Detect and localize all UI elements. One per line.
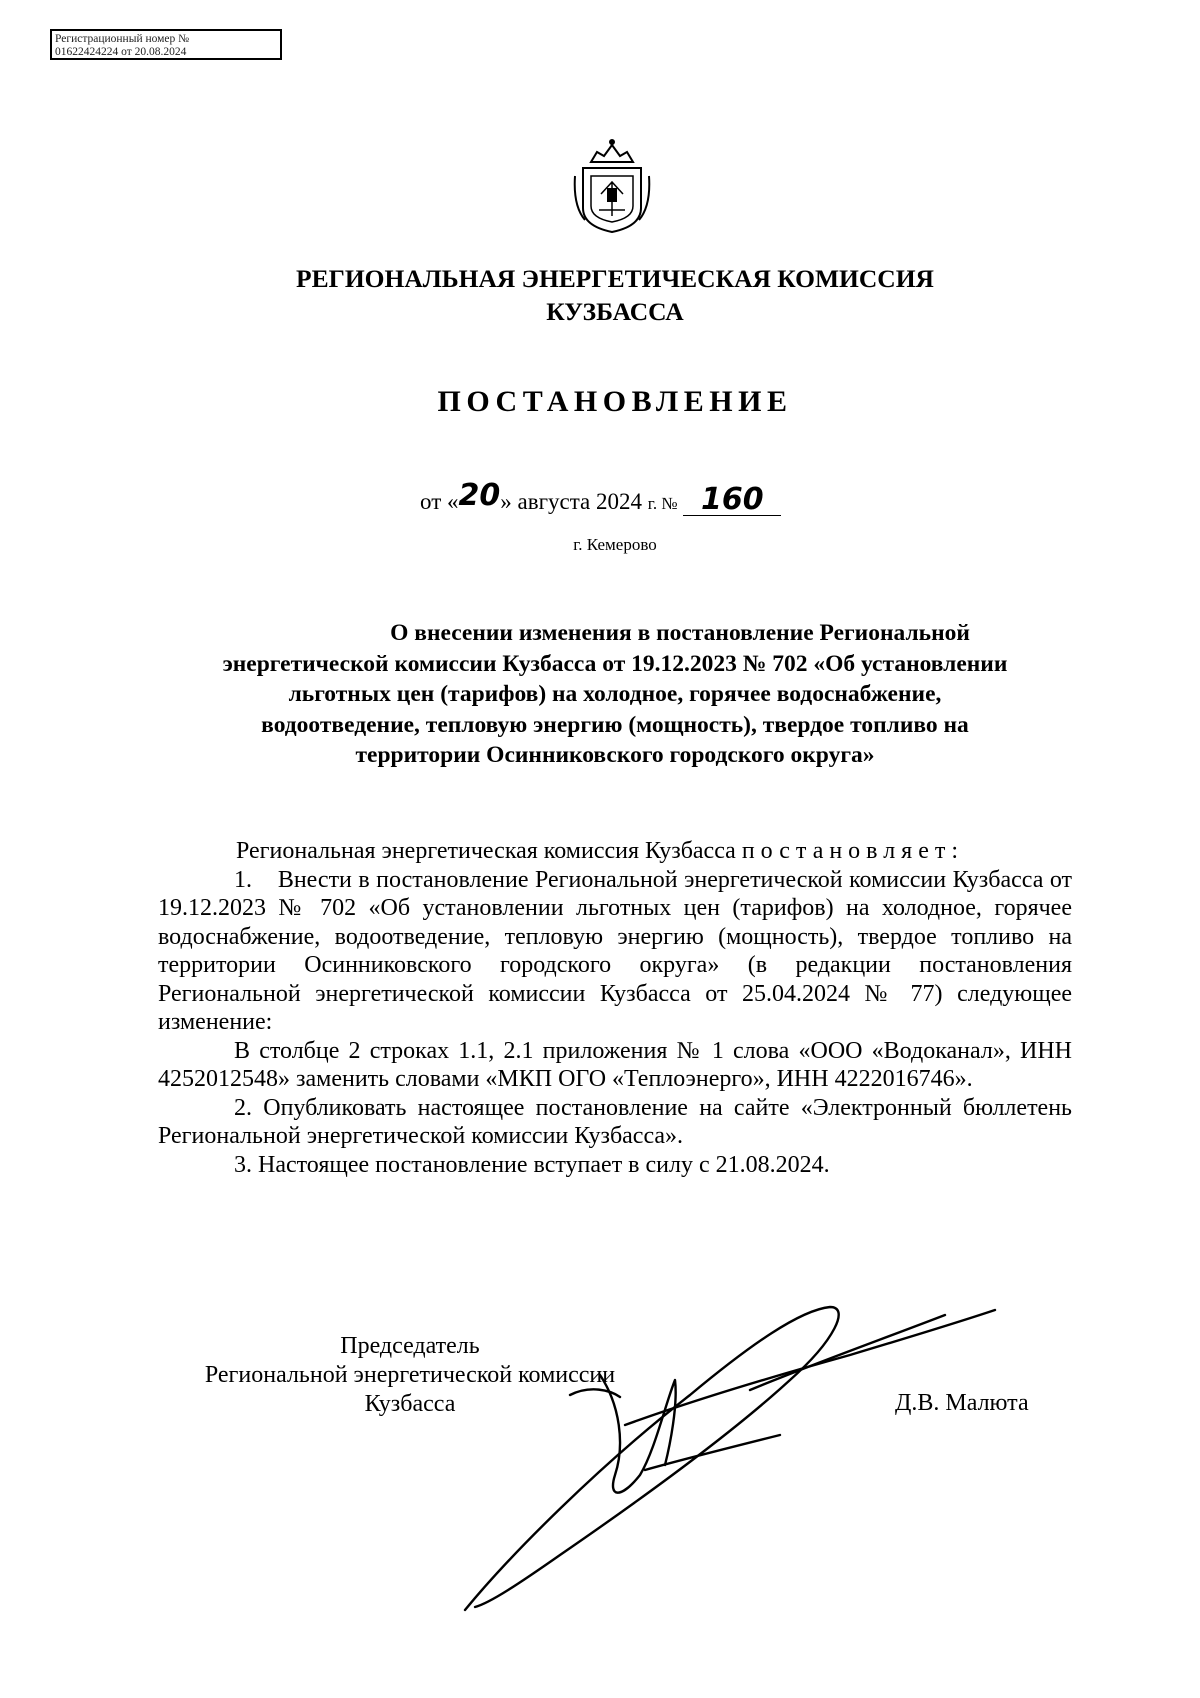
year-suffix: г. №	[647, 494, 678, 513]
date-prefix: от «	[420, 489, 459, 514]
coat-of-arms-icon	[571, 136, 653, 234]
handwritten-number: 160	[700, 482, 764, 517]
item-3-paragraph: 3. Настоящее постановление вступает в силу с 21.08.2024.	[234, 1151, 830, 1178]
item-1-change-paragraph: В столбце 2 строках 1.1, 2.1 приложения № 1 слова «ООО «Водоканал», ИНН 4252012548» заменить словами «МКП ОГО «Теплоэнерго», ИНН 4222016746».	[158, 1037, 1072, 1092]
document-type: ПОСТАНОВЛЕНИЕ	[437, 385, 793, 418]
item-2-paragraph: 2. Опубликовать настоящее постановление на сайте «Электронный бюллетень Региональной энергетической комиссии Кузбасса».	[158, 1094, 1072, 1149]
subject-line-1: О внесении изменения в постановление Региональной	[390, 620, 970, 646]
subject-line-2: энергетической комиссии Кузбасса от 19.12.2023 № 702 «Об установлении	[222, 650, 1008, 677]
date-mid: » августа 2024	[500, 489, 643, 514]
intro-paragraph	[158, 837, 1072, 866]
document-subject	[0, 618, 1200, 771]
subject-line-5: территории Осинниковского городского округа»	[355, 742, 875, 768]
registration-line-1: Регистрационный номер №	[55, 33, 190, 45]
organization-title-line-2: КУЗБАССА	[546, 297, 684, 326]
item-1-paragraph	[158, 866, 1072, 1037]
document-body	[158, 837, 1072, 1179]
city: г. Кемерово	[573, 535, 657, 554]
signer-name: Д.В. Малюта	[895, 1390, 1029, 1416]
handwritten-signature	[450, 1285, 1000, 1615]
signer-position-line-1: Председатель	[340, 1333, 480, 1359]
organization-title	[0, 262, 1200, 328]
registration-stamp	[50, 29, 282, 60]
signer-position-line-2: Региональной энергетической комиссии	[204, 1362, 616, 1388]
intro-resolves: постановляет:	[741, 838, 965, 864]
date-line	[420, 478, 781, 517]
subject-line-4: водоотведение, тепловую энергию (мощность), твердое топливо на	[261, 711, 969, 738]
subject-line-3: льготных цен (тарифов) на холодное, горячее водоснабжение,	[288, 681, 942, 707]
item-1-text: Внести в постановление Региональной энергетической комиссии Кузбасса от 19.12.2023 № 702 «Об установлении льготных цен (тарифов) на холодное, горячее водоснабжение, водоотведение, тепловую энергию (мощность), твердое топливо на территории Осинниковского городского округа» (в редакции постановления Региональной энергетической комиссии Кузбасса от 25.04.2024 № 77) следующее изменение:	[158, 866, 1072, 1035]
organization-title-line-1: РЕГИОНАЛЬНАЯ ЭНЕРГЕТИЧЕСКАЯ КОМИССИЯ	[296, 264, 934, 293]
registration-line-2: 01622424224 от 20.08.2024	[55, 46, 187, 58]
intro-text: Региональная энергетическая комиссия Кузбасса	[236, 838, 742, 864]
handwritten-day: 20	[458, 478, 501, 513]
signer-position-line-3: Кузбасса	[364, 1391, 456, 1417]
item-1-number: 1.	[234, 866, 252, 893]
